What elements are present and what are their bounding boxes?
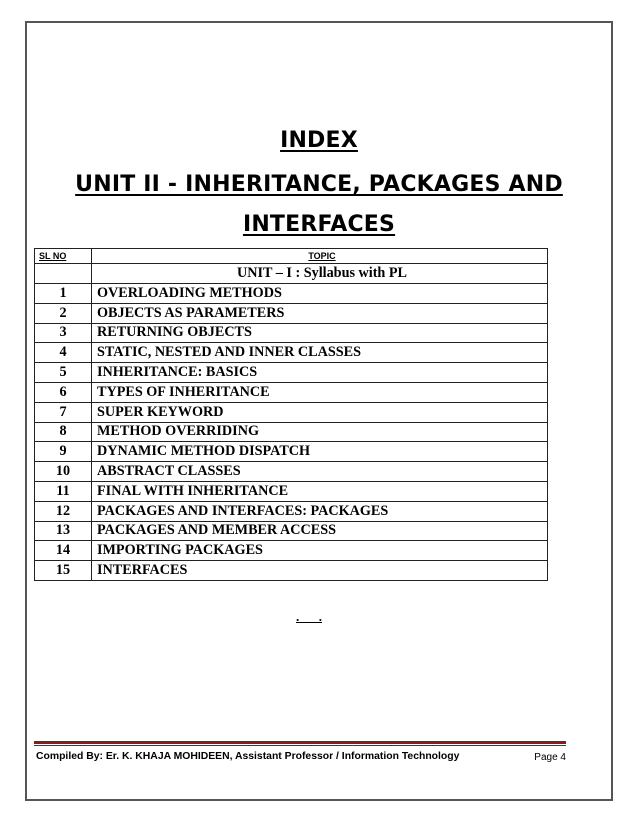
row-topic: TYPES OF INHERITANCE — [92, 382, 548, 402]
table-row — [35, 323, 548, 343]
row-topic: OVERLOADING METHODS — [92, 284, 548, 304]
row-topic: RETURNING OBJECTS — [92, 323, 548, 343]
table-row — [35, 561, 548, 581]
end-mark: .___. — [296, 609, 322, 624]
unit-row-blank — [35, 264, 92, 284]
index-heading: INDEX — [280, 128, 358, 153]
row-topic: INTERFACES — [92, 561, 548, 581]
row-topic: SUPER KEYWORD — [92, 402, 548, 422]
unit-row-label: UNIT – I : Syllabus with PL — [92, 264, 548, 284]
row-topic: PACKAGES AND MEMBER ACCESS — [92, 521, 548, 541]
table-row — [35, 422, 548, 442]
unit-heading-continued: INTERFACES — [242, 212, 396, 237]
sl-no-header: SL NO — [35, 249, 92, 264]
topic-header: TOPIC — [92, 249, 548, 264]
table-row — [35, 343, 548, 363]
table-row — [35, 481, 548, 501]
row-topic: IMPORTING PACKAGES — [92, 541, 548, 561]
table-row — [35, 284, 548, 304]
row-number: 4 — [35, 343, 92, 363]
unit-heading: UNIT II - INHERITANCE, PACKAGES AND — [75, 172, 563, 197]
row-number: 9 — [35, 442, 92, 462]
table-row — [35, 541, 548, 561]
index-table — [34, 248, 548, 581]
table-row — [35, 363, 548, 383]
row-topic: METHOD OVERRIDING — [92, 422, 548, 442]
table-row — [35, 402, 548, 422]
footer-compiled-by: Compiled By: Er. K. KHAJA MOHIDEEN, Assistant Professor / Information Technology — [36, 751, 460, 762]
row-number: 13 — [35, 521, 92, 541]
row-topic: DYNAMIC METHOD DISPATCH — [92, 442, 548, 462]
row-topic: OBJECTS AS PARAMETERS — [92, 303, 548, 323]
row-number: 2 — [35, 303, 92, 323]
table-row — [35, 501, 548, 521]
row-number: 8 — [35, 422, 92, 442]
row-number: 5 — [35, 363, 92, 383]
table-row — [35, 521, 548, 541]
table-row — [35, 382, 548, 402]
row-number: 14 — [35, 541, 92, 561]
row-topic: PACKAGES AND INTERFACES: PACKAGES — [92, 501, 548, 521]
footer-page-number: Page 4 — [534, 752, 566, 763]
unit-row — [35, 264, 548, 284]
row-number: 7 — [35, 402, 92, 422]
row-number: 1 — [35, 284, 92, 304]
row-topic: FINAL WITH INHERITANCE — [92, 481, 548, 501]
row-topic: STATIC, NESTED AND INNER CLASSES — [92, 343, 548, 363]
table-row — [35, 462, 548, 482]
row-number: 15 — [35, 561, 92, 581]
table-row — [35, 442, 548, 462]
row-topic: ABSTRACT CLASSES — [92, 462, 548, 482]
row-number: 11 — [35, 481, 92, 501]
row-number: 3 — [35, 323, 92, 343]
table-header-row — [35, 249, 548, 264]
footer-rule-thin — [34, 745, 566, 746]
footer-rule — [34, 741, 566, 744]
table-row — [35, 303, 548, 323]
row-number: 10 — [35, 462, 92, 482]
row-topic: INHERITANCE: BASICS — [92, 363, 548, 383]
row-number: 12 — [35, 501, 92, 521]
row-number: 6 — [35, 382, 92, 402]
